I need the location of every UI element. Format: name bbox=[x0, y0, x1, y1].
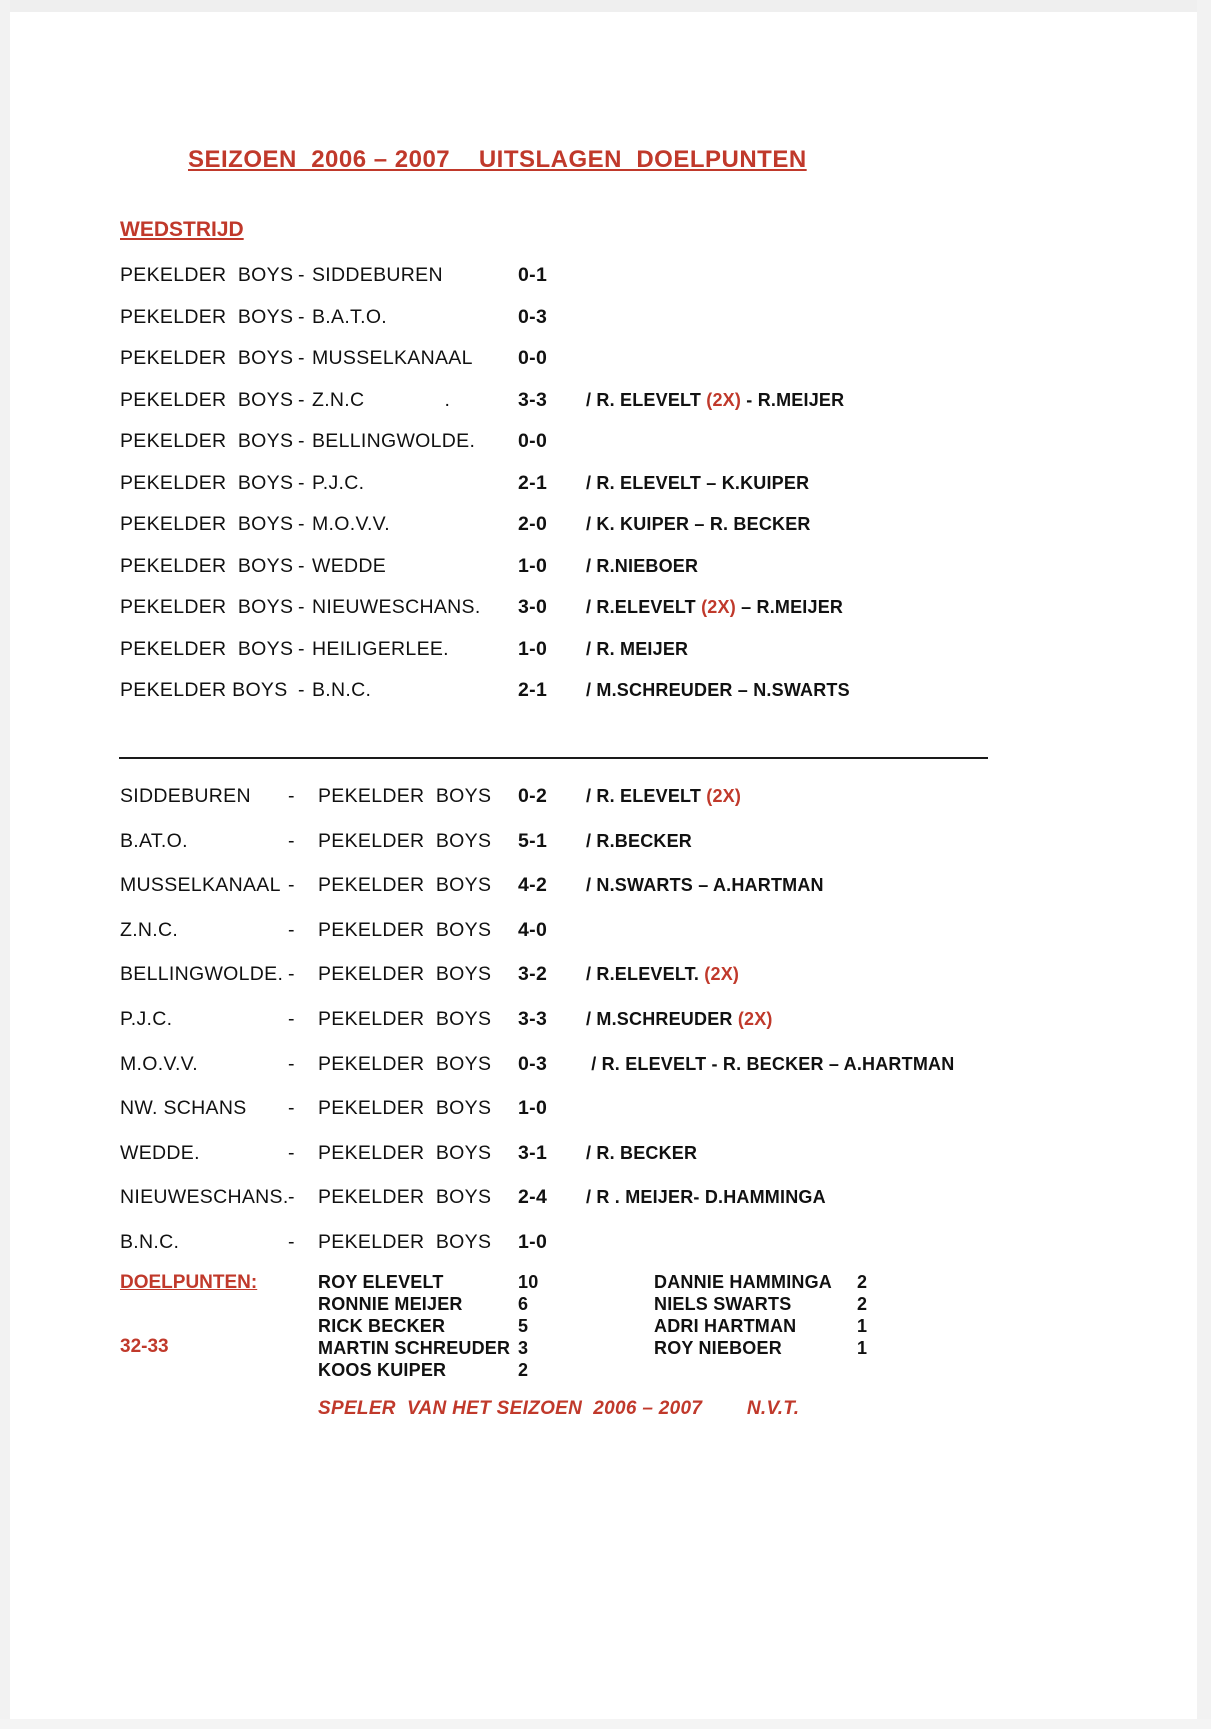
scorer-goal-count: 10 bbox=[518, 1272, 539, 1292]
page-title: SEIZOEN 2006 – 2007 UITSLAGEN DOELPUNTEN bbox=[188, 146, 807, 173]
scorer-multiplier: (2X) bbox=[706, 390, 742, 410]
match-home-team: SIDDEBUREN bbox=[120, 785, 251, 807]
match-score: 4-2 bbox=[518, 874, 548, 896]
match-score: 3-3 bbox=[518, 389, 548, 411]
match-goal-scorers bbox=[586, 1054, 954, 1075]
match-home-team: P.J.C. bbox=[120, 1008, 173, 1030]
match-home-team: B.N.C. bbox=[120, 1231, 180, 1253]
scorer-names: / R. ELEVELT bbox=[586, 390, 707, 410]
scorer-goal-count: 6 bbox=[518, 1294, 529, 1314]
scorer-names: / M.SCHREUDER – N.SWARTS bbox=[586, 680, 850, 700]
match-home-team: PEKELDER BOYS bbox=[120, 638, 294, 660]
match-row bbox=[0, 679, 1211, 709]
match-separator: - bbox=[298, 264, 305, 286]
scorer-names: / R. MEIJER bbox=[586, 639, 689, 659]
scorer-names-extra: – R.MEIJER bbox=[735, 597, 844, 617]
match-away-team: P.J.C. bbox=[312, 472, 365, 494]
match-away-team: MUSSELKANAAL bbox=[312, 347, 473, 369]
scorer-name: NIELS SWARTS bbox=[654, 1294, 792, 1314]
footer-player-of-season: SPELER VAN HET SEIZOEN 2006 – 2007 N.V.T. bbox=[318, 1398, 800, 1419]
match-separator: - bbox=[298, 472, 305, 494]
match-goal-scorers bbox=[586, 964, 739, 985]
match-separator: - bbox=[288, 830, 295, 852]
match-separator: - bbox=[288, 785, 295, 807]
match-away-team: M.O.V.V. bbox=[312, 513, 390, 535]
match-row bbox=[0, 306, 1211, 336]
match-away-team: HEILIGERLEE. bbox=[312, 638, 449, 660]
match-away-team: WEDDE bbox=[312, 555, 387, 577]
scorer-multiplier: (2X) bbox=[701, 597, 736, 617]
match-goal-scorers bbox=[586, 597, 843, 618]
match-home-team: NIEUWESCHANS. bbox=[120, 1186, 289, 1208]
match-row bbox=[0, 1053, 1211, 1083]
match-score: 3-0 bbox=[518, 596, 548, 618]
match-home-team: BELLINGWOLDE. bbox=[120, 963, 284, 985]
match-score: 1-0 bbox=[518, 555, 548, 577]
scorer-goal-count: 2 bbox=[518, 1360, 529, 1380]
match-away-team: PEKELDER BOYS bbox=[318, 1142, 492, 1164]
match-separator: - bbox=[298, 306, 305, 328]
match-goal-scorers bbox=[586, 556, 698, 577]
total-goals-value: 32-33 bbox=[120, 1336, 169, 1357]
match-away-team: PEKELDER BOYS bbox=[318, 1053, 492, 1075]
scorer-goal-count: 5 bbox=[518, 1316, 529, 1336]
match-score: 0-3 bbox=[518, 1053, 548, 1075]
match-goal-scorers bbox=[586, 831, 692, 852]
match-score: 5-1 bbox=[518, 830, 548, 852]
match-separator: - bbox=[298, 555, 305, 577]
match-separator: - bbox=[298, 638, 305, 660]
match-score: 2-1 bbox=[518, 472, 548, 494]
scorer-name: ROY NIEBOER bbox=[654, 1338, 782, 1358]
scorer-names: / R. ELEVELT – K.KUIPER bbox=[586, 473, 810, 493]
match-score: 0-0 bbox=[518, 430, 548, 452]
scorer-names: / R . MEIJER- D.HAMMINGA bbox=[586, 1187, 826, 1207]
match-away-team: NIEUWESCHANS. bbox=[312, 596, 481, 618]
match-separator: - bbox=[288, 1097, 295, 1119]
match-row bbox=[0, 1097, 1211, 1127]
scorer-name: RICK BECKER bbox=[318, 1316, 446, 1336]
match-row bbox=[0, 919, 1211, 949]
match-away-team: SIDDEBUREN bbox=[312, 264, 443, 286]
scorer-multiplier: (2X) bbox=[706, 786, 742, 806]
scorer-names: / R.ELEVELT bbox=[586, 597, 702, 617]
match-goal-scorers bbox=[586, 473, 809, 494]
match-separator: - bbox=[288, 1008, 295, 1030]
scorer-names: / R.BECKER bbox=[586, 831, 693, 851]
match-row bbox=[0, 874, 1211, 904]
match-row bbox=[0, 1142, 1211, 1172]
match-home-team: PEKELDER BOYS bbox=[120, 264, 294, 286]
match-away-team: PEKELDER BOYS bbox=[318, 1186, 492, 1208]
match-score: 1-0 bbox=[518, 1097, 548, 1119]
match-goal-scorers bbox=[586, 639, 688, 660]
match-score: 3-3 bbox=[518, 1008, 548, 1030]
match-score: 3-2 bbox=[518, 963, 548, 985]
match-separator: - bbox=[298, 679, 305, 701]
match-separator: - bbox=[298, 513, 305, 535]
match-away-team: PEKELDER BOYS bbox=[318, 785, 492, 807]
scorer-names: / K. KUIPER – R. BECKER bbox=[586, 514, 811, 534]
match-separator: - bbox=[288, 1231, 295, 1253]
match-separator: - bbox=[298, 430, 305, 452]
scorer-multiplier: (2X) bbox=[704, 964, 740, 984]
section-divider bbox=[119, 757, 988, 759]
match-home-team: PEKELDER BOYS bbox=[120, 347, 294, 369]
match-score: 0-2 bbox=[518, 785, 548, 807]
match-goal-scorers bbox=[586, 390, 844, 411]
match-row bbox=[0, 472, 1211, 502]
match-away-team: BELLINGWOLDE. bbox=[312, 430, 476, 452]
match-home-team: PEKELDER BOYS bbox=[120, 306, 294, 328]
match-home-team: M.O.V.V. bbox=[120, 1053, 198, 1075]
match-row bbox=[0, 389, 1211, 419]
match-goal-scorers bbox=[586, 786, 741, 807]
match-home-team: PEKELDER BOYS bbox=[120, 430, 294, 452]
match-separator: - bbox=[288, 874, 295, 896]
match-goal-scorers bbox=[586, 514, 811, 535]
match-row bbox=[0, 513, 1211, 543]
match-score: 2-1 bbox=[518, 679, 548, 701]
scorer-name: RONNIE MEIJER bbox=[318, 1294, 463, 1314]
match-score: 1-0 bbox=[518, 638, 548, 660]
match-home-team: PEKELDER BOYS bbox=[120, 596, 294, 618]
match-row bbox=[0, 596, 1211, 626]
scorer-name: DANNIE HAMMINGA bbox=[654, 1272, 832, 1292]
scorer-names: / N.SWARTS – A.HARTMAN bbox=[586, 875, 824, 895]
match-home-team: WEDDE. bbox=[120, 1142, 200, 1164]
match-row bbox=[0, 347, 1211, 377]
match-separator: - bbox=[288, 1186, 295, 1208]
scorer-names: / R.NIEBOER bbox=[586, 556, 699, 576]
scorer-goal-count: 2 bbox=[857, 1272, 868, 1292]
match-row bbox=[0, 1186, 1211, 1216]
match-separator: - bbox=[288, 963, 295, 985]
scorer-multiplier: (2X) bbox=[737, 1009, 773, 1029]
match-home-team: PEKELDER BOYS bbox=[120, 679, 288, 701]
scorer-names: / M.SCHREUDER bbox=[586, 1009, 738, 1029]
match-score: 3-1 bbox=[518, 1142, 548, 1164]
match-goal-scorers bbox=[586, 1009, 773, 1030]
scorer-name: MARTIN SCHREUDER bbox=[318, 1338, 511, 1358]
scorer-goal-count: 1 bbox=[857, 1338, 868, 1358]
match-separator: - bbox=[298, 596, 305, 618]
match-score: 0-3 bbox=[518, 306, 548, 328]
scorer-names: / R. ELEVELT - R. BECKER – A.HARTMAN bbox=[586, 1054, 955, 1074]
match-goal-scorers bbox=[586, 1187, 826, 1208]
match-score: 0-0 bbox=[518, 347, 548, 369]
match-home-team: Z.N.C. bbox=[120, 919, 179, 941]
match-separator: - bbox=[288, 919, 295, 941]
section-heading-wedstrijd: WEDSTRIJD bbox=[120, 218, 244, 241]
match-row bbox=[0, 430, 1211, 460]
scorer-goal-count: 2 bbox=[857, 1294, 868, 1314]
match-home-team: PEKELDER BOYS bbox=[120, 555, 294, 577]
match-row bbox=[0, 638, 1211, 668]
match-goal-scorers bbox=[586, 1143, 697, 1164]
match-away-team: PEKELDER BOYS bbox=[318, 830, 492, 852]
scorer-name: KOOS KUIPER bbox=[318, 1360, 447, 1380]
doelpunten-label: DOELPUNTEN: bbox=[120, 1272, 258, 1293]
scorer-goal-count: 1 bbox=[857, 1316, 868, 1336]
match-score: 1-0 bbox=[518, 1231, 548, 1253]
match-row bbox=[0, 264, 1211, 294]
match-separator: - bbox=[288, 1142, 295, 1164]
match-score: 0-1 bbox=[518, 264, 548, 286]
match-row bbox=[0, 785, 1211, 815]
match-separator: - bbox=[298, 389, 305, 411]
scorer-goal-count: 3 bbox=[518, 1338, 529, 1358]
match-home-team: PEKELDER BOYS bbox=[120, 472, 294, 494]
match-row bbox=[0, 1008, 1211, 1038]
match-separator: - bbox=[298, 347, 305, 369]
match-separator: - bbox=[288, 1053, 295, 1075]
match-away-team: PEKELDER BOYS bbox=[318, 874, 492, 896]
match-away-team: PEKELDER BOYS bbox=[318, 1097, 492, 1119]
match-away-team: PEKELDER BOYS bbox=[318, 963, 492, 985]
match-goal-scorers bbox=[586, 680, 850, 701]
match-score: 2-0 bbox=[518, 513, 548, 535]
match-home-team: PEKELDER BOYS bbox=[120, 389, 294, 411]
scorer-names: / R.ELEVELT. bbox=[586, 964, 705, 984]
match-home-team: MUSSELKANAAL bbox=[120, 874, 281, 896]
match-score: 2-4 bbox=[518, 1186, 548, 1208]
match-away-team: Z.N.C . bbox=[312, 389, 451, 411]
match-row bbox=[0, 1231, 1211, 1261]
match-home-team: NW. SCHANS bbox=[120, 1097, 247, 1119]
match-away-team: PEKELDER BOYS bbox=[318, 1231, 492, 1253]
scorer-names-extra: - R.MEIJER bbox=[741, 390, 845, 410]
scorer-names: / R. ELEVELT bbox=[586, 786, 707, 806]
match-row bbox=[0, 963, 1211, 993]
match-away-team: PEKELDER BOYS bbox=[318, 1008, 492, 1030]
match-row bbox=[0, 830, 1211, 860]
match-goal-scorers bbox=[586, 875, 824, 896]
scorer-name: ADRI HARTMAN bbox=[654, 1316, 797, 1336]
match-row bbox=[0, 555, 1211, 585]
match-home-team: B.AT.O. bbox=[120, 830, 188, 852]
match-away-team: PEKELDER BOYS bbox=[318, 919, 492, 941]
scorer-names: / R. BECKER bbox=[586, 1143, 698, 1163]
match-score: 4-0 bbox=[518, 919, 548, 941]
match-away-team: B.N.C. bbox=[312, 679, 372, 701]
match-home-team: PEKELDER BOYS bbox=[120, 513, 294, 535]
match-away-team: B.A.T.O. bbox=[312, 306, 388, 328]
scorer-name: ROY ELEVELT bbox=[318, 1272, 444, 1292]
